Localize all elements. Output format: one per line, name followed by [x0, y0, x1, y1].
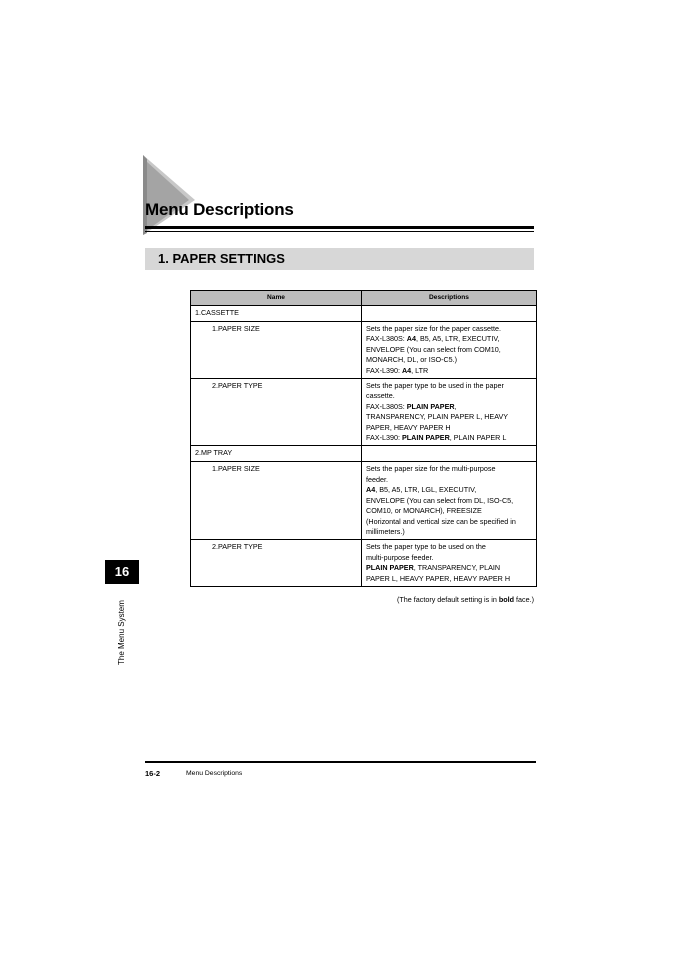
row-description-cell — [362, 379, 537, 446]
table-row — [191, 540, 537, 587]
row-name-cell: 1.PAPER SIZE — [191, 322, 362, 379]
table-row — [191, 322, 537, 379]
column-header-descriptions: Descriptions — [362, 291, 537, 306]
description-bold-text: A4 — [366, 485, 376, 495]
description-line — [366, 527, 532, 537]
row-description-cell — [362, 540, 537, 587]
description-line — [366, 563, 532, 573]
chapter-tab: 16 — [105, 560, 139, 584]
row-description-cell — [362, 462, 537, 540]
description-line — [366, 402, 532, 412]
description-line — [366, 355, 532, 365]
description-text: FAX-L380S: — [366, 401, 407, 411]
description-text: cassette. — [366, 391, 395, 401]
description-bold-text: A4 — [401, 365, 412, 375]
footer-page-number: 16-2 — [145, 769, 161, 778]
description-line — [366, 412, 532, 422]
description-text: feeder. — [366, 474, 388, 484]
table-header-row — [191, 291, 537, 306]
description-line — [366, 553, 532, 563]
description-text: multi-purpose feeder. — [366, 552, 434, 562]
description-line — [366, 542, 532, 552]
description-text: Sets the paper type to be used on the — [366, 542, 486, 552]
description-text: ENVELOPE (You can select from COM10, — [366, 344, 501, 354]
description-line — [366, 324, 532, 334]
title-rule-thin — [145, 231, 534, 232]
note-text-before: (The factory default setting is in — [396, 595, 499, 604]
description-text: , — [454, 401, 457, 411]
table-row — [191, 379, 537, 446]
row-name-cell: 1.CASSETTE — [191, 306, 362, 322]
note-text-after: face.) — [514, 595, 534, 604]
chapter-side-label: The Menu System — [117, 600, 126, 665]
description-text: (Horizontal and vertical size can be specified in — [366, 516, 516, 526]
description-line — [366, 574, 532, 584]
description-text: FAX-L380S: — [366, 334, 407, 344]
row-name-cell: 2.MP TRAY — [191, 446, 362, 462]
description-line — [366, 517, 532, 527]
description-line — [366, 485, 532, 495]
description-bold-text: PLAIN PAPER — [406, 401, 455, 411]
description-text: millimeters.) — [366, 526, 405, 536]
description-text: MONARCH, DL, or ISO-C5.) — [366, 355, 458, 365]
description-text: , PLAIN PAPER L — [449, 433, 507, 443]
description-text: , B5, A5, LTR, LGL, EXECUTIV, — [375, 485, 477, 495]
description-line — [366, 475, 532, 485]
description-line — [366, 391, 532, 401]
table-row — [191, 446, 537, 462]
description-line — [366, 496, 532, 506]
description-line — [366, 334, 532, 344]
description-line — [366, 506, 532, 516]
description-text: Sets the paper type to be used in the paper — [366, 381, 504, 391]
description-text: PAPER, HEAVY PAPER H — [366, 422, 451, 432]
description-bold-text: PLAIN PAPER — [401, 433, 450, 443]
description-text: TRANSPARENCY, PLAIN PAPER L, HEAVY — [366, 412, 509, 422]
row-description-cell — [362, 446, 537, 462]
table-body — [191, 306, 537, 587]
description-text: Sets the paper size for the paper cassette. — [366, 324, 502, 333]
description-text: , TRANSPARENCY, PLAIN — [413, 563, 501, 573]
corner-triangle-decoration — [143, 155, 195, 235]
description-text: Sets the paper size for the multi-purpose — [366, 464, 496, 474]
row-name-cell: 2.PAPER TYPE — [191, 540, 362, 587]
menu-table — [190, 290, 537, 587]
row-name-cell: 1.PAPER SIZE — [191, 462, 362, 540]
description-line — [366, 423, 532, 433]
description-line — [366, 433, 532, 443]
description-bold-text: A4 — [406, 334, 416, 344]
row-name-cell: 2.PAPER TYPE — [191, 379, 362, 446]
description-text: , LTR — [411, 365, 429, 375]
footer-page-title: Menu Descriptions — [186, 770, 243, 777]
note-text-bold: bold — [498, 595, 515, 604]
table-row — [191, 462, 537, 540]
description-text: FAX-L390: — [366, 433, 402, 443]
default-setting-note — [397, 595, 534, 604]
section-heading: 1. PAPER SETTINGS — [145, 248, 534, 270]
table-row — [191, 306, 537, 322]
description-line — [366, 464, 532, 474]
title-rule-thick — [145, 226, 534, 229]
description-text: PAPER L, HEAVY PAPER, HEAVY PAPER H — [366, 573, 511, 583]
description-text: FAX-L390: — [366, 365, 402, 375]
description-line — [366, 366, 532, 376]
description-bold-text: PLAIN PAPER — [366, 563, 414, 573]
page-title: Menu Descriptions — [145, 200, 294, 219]
description-text: ENVELOPE (You can select from DL, ISO-C5, — [366, 495, 514, 505]
description-line — [366, 345, 532, 355]
row-description-cell — [362, 306, 537, 322]
description-line — [366, 381, 532, 391]
description-text: , B5, A5, LTR, EXECUTIV, — [415, 334, 500, 344]
footer-rule — [145, 761, 536, 763]
description-text: COM10, or MONARCH), FREESIZE — [366, 506, 482, 516]
column-header-name: Name — [191, 291, 362, 306]
row-description-cell — [362, 322, 537, 379]
